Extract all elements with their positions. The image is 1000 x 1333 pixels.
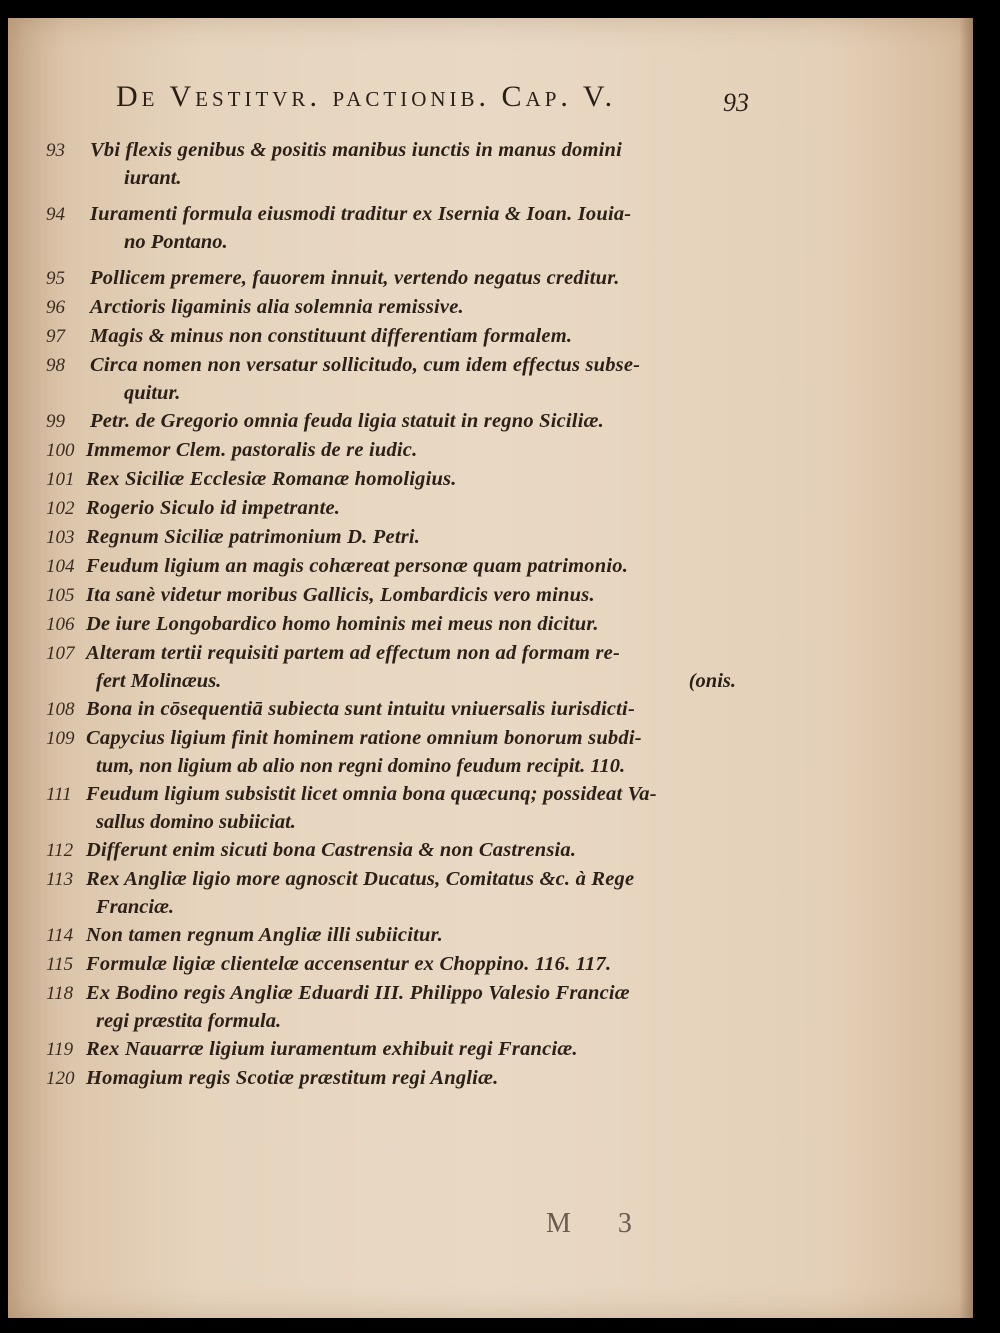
list-item bbox=[46, 1064, 756, 1093]
entry-number: 108 bbox=[46, 699, 75, 720]
entry-text: Feudum ligium subsistit licet omnia bona quæcunq; possideat Va- bbox=[86, 783, 657, 805]
list-item bbox=[46, 351, 756, 380]
entry-text: Rex Siciliæ Ecclesiæ Romanæ homoligius. bbox=[86, 468, 457, 490]
list-item bbox=[46, 724, 756, 753]
list-item bbox=[46, 200, 756, 229]
running-head: De Vestitvr. pactionib. Cap. V. bbox=[116, 80, 617, 113]
entry-number: 114 bbox=[46, 925, 74, 946]
entry-continuation-text: fert Molinæus. bbox=[96, 670, 222, 692]
entry-number: 99 bbox=[46, 411, 65, 432]
entry-text: Rex Angliæ ligio more agnoscit Ducatus, Comitatus &c. à Rege bbox=[86, 868, 635, 890]
entry-text: De iure Longobardico homo hominis mei meus non dicitur. bbox=[86, 613, 599, 635]
entry-text: Rogerio Siculo id impetrante. bbox=[86, 497, 341, 519]
entry-number: 93 bbox=[46, 140, 65, 161]
signature-mark: M 3 bbox=[546, 1208, 652, 1239]
entry-text: Differunt enim sicuti bona Castrensia & non Castrensia. bbox=[86, 839, 577, 861]
list-item bbox=[46, 780, 756, 809]
entry-text: Regnum Siciliæ patrimonium D. Petri. bbox=[86, 526, 421, 548]
entry-text: Rex Nauarræ ligium iuramentum exhibuit regi Franciæ. bbox=[86, 1038, 578, 1060]
entry-text: Homagium regis Scotiæ præstitum regi Angliæ. bbox=[86, 1067, 499, 1089]
entry-continuation: Franciæ. bbox=[96, 896, 175, 918]
entry-text: Circa nomen non versatur sollicitudo, cum idem effectus subse- bbox=[90, 354, 641, 376]
list-item bbox=[46, 695, 756, 724]
entry-number: 106 bbox=[46, 614, 75, 635]
entry-continuation: quitur. bbox=[124, 382, 181, 404]
entry-text: Ex Bodino regis Angliæ Eduardi III. Philippo Valesio Franciæ bbox=[86, 982, 630, 1004]
page-number: 93 bbox=[723, 88, 749, 117]
entry-text: Pollicem premere, fauorem innuit, vertendo negatus creditur. bbox=[90, 267, 620, 289]
entry-text: Magis & minus non constituunt differentiam formalem. bbox=[90, 325, 573, 347]
list-item bbox=[46, 264, 756, 293]
list-item bbox=[46, 293, 756, 322]
list-item bbox=[46, 552, 756, 581]
page-header bbox=[8, 80, 973, 120]
entry-number: 115 bbox=[46, 954, 74, 975]
entry-number: 102 bbox=[46, 498, 75, 519]
list-item bbox=[46, 136, 756, 165]
entry-number: 109 bbox=[46, 728, 75, 749]
page-edge-shadow bbox=[959, 18, 973, 1318]
entry-text: Ita sanè videtur moribus Gallicis, Lombardicis vero minus. bbox=[86, 584, 595, 606]
entry-number: 113 bbox=[46, 869, 74, 890]
entry-text: Formulæ ligiæ clientelæ accensentur ex Choppino. 116. 117. bbox=[86, 953, 612, 975]
list-item bbox=[46, 836, 756, 865]
list-item bbox=[46, 523, 756, 552]
summary-list bbox=[46, 136, 756, 1093]
entry-text: Bona in cōsequentiā subiecta sunt intuitu vniuersalis iurisdicti- bbox=[86, 698, 635, 720]
list-item bbox=[46, 610, 756, 639]
entry-text: Petr. de Gregorio omnia feuda ligia statuit in regno Siciliæ. bbox=[90, 410, 604, 432]
entry-continuation bbox=[46, 668, 736, 695]
list-item bbox=[46, 322, 756, 351]
entry-text: Capycius ligium finit hominem ratione omnium bonorum subdi- bbox=[86, 727, 642, 749]
entry-number: 107 bbox=[46, 643, 75, 664]
entry-continuation: regi præstita formula. bbox=[96, 1010, 282, 1032]
entry-number: 111 bbox=[46, 784, 72, 805]
entry-text: Iuramenti formula eiusmodi traditur ex Isernia & Ioan. Iouia- bbox=[90, 203, 632, 225]
list-item bbox=[46, 494, 756, 523]
entry-number: 120 bbox=[46, 1068, 75, 1089]
book-page bbox=[8, 18, 973, 1318]
list-item bbox=[46, 979, 756, 1008]
entry-number: 94 bbox=[46, 204, 65, 225]
entry-text: Feudum ligium an magis cohæreat personæ quam patrimonio. bbox=[86, 555, 629, 577]
list-item bbox=[46, 436, 756, 465]
entry-number: 118 bbox=[46, 983, 74, 1004]
entry-number: 98 bbox=[46, 355, 65, 376]
list-item bbox=[46, 1035, 756, 1064]
entry-number: 97 bbox=[46, 326, 65, 347]
entry-number: 104 bbox=[46, 556, 75, 577]
entry-number: 112 bbox=[46, 840, 74, 861]
entry-text: Alteram tertii requisiti partem ad effectum non ad formam re- bbox=[86, 642, 620, 664]
entry-number: 101 bbox=[46, 469, 75, 490]
entry-continuation: iurant. bbox=[124, 167, 182, 189]
list-item bbox=[46, 921, 756, 950]
list-item bbox=[46, 465, 756, 494]
entry-number: 100 bbox=[46, 440, 75, 461]
marginal-note: (onis. bbox=[688, 670, 736, 692]
list-item bbox=[46, 639, 756, 668]
entry-number: 103 bbox=[46, 527, 75, 548]
entry-continuation: no Pontano. bbox=[124, 231, 228, 253]
entry-number: 96 bbox=[46, 297, 65, 318]
entry-number: 95 bbox=[46, 268, 65, 289]
entry-number: 119 bbox=[46, 1039, 74, 1060]
entry-continuation: sallus domino subiiciat. bbox=[96, 811, 296, 833]
list-item bbox=[46, 950, 756, 979]
list-item bbox=[46, 865, 756, 894]
entry-continuation: tum, non ligium ab alio non regni domino feudum recipit. 110. bbox=[96, 755, 626, 777]
entry-text: Immemor Clem. pastoralis de re iudic. bbox=[86, 439, 418, 461]
entry-text: Vbi flexis genibus & positis manibus iunctis in manus domini bbox=[90, 139, 623, 161]
entry-text: Arctioris ligaminis alia solemnia remissive. bbox=[90, 296, 464, 318]
entry-text: Non tamen regnum Angliæ illi subiicitur. bbox=[86, 924, 443, 946]
list-item bbox=[46, 407, 756, 436]
entry-number: 105 bbox=[46, 585, 75, 606]
list-item bbox=[46, 581, 756, 610]
